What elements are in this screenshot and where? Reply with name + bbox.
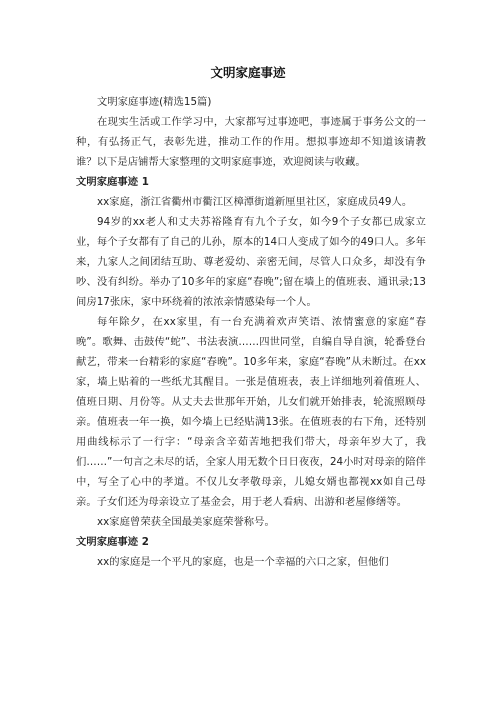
paragraph: 每年除夕，在xx家里，有一台充满着欢声笑语、浓情蜜意的家庭“春晚”。歌舞、击鼓传“蛇”、书法表演……四世同堂，自编自导自演，轮番登台献艺，带来一台精彩的家庭“春晚”。10多年来，家庭“春晚”从未断过。在xx家，墙上贴着的一些纸尤其醒目。一张是值班表，表上详细地列着值班人、值班日期、月份等。从丈夫去世那年开始，儿女们就开始排表，轮流照顾母亲。值班表一年一换，如今墙上已经贴满13张。在值班表的右下角，还特别用曲线标示了一行字：“母亲含辛茹苦地把我们带大，母亲年岁大了，我们……”一句言之未尽的话，全家人用无数个日日夜夜，24小时对母亲的陪伴中，写全了心中的孝道。不仅儿女孝敬母亲，儿媳女婿也都视xx如自己母亲。子女们还为母亲设立了基金会，用于老人看病、出游和老屋修缮等。 [76, 316, 426, 508]
section-heading-1: 文明家庭事迹 1 [76, 176, 149, 188]
paragraph: xx家庭曾荣获全国最美家庭荣誉称号。 [97, 516, 275, 528]
paragraph-subtitle: 文明家庭事迹(精选15篇) [97, 96, 212, 108]
section-heading-2: 文明家庭事迹 2 [76, 536, 149, 548]
document-title: 文明家庭事迹 [210, 65, 286, 80]
paragraph: 94岁的xx老人和丈夫苏裕隆育有九个子女，如今9个子女都已成家立业，每个子女都有了自己的儿孙，原本的14口人变成了如今的49口人。多年来，九家人之间团结互助、尊老爱幼、亲密无间，尽管人口众多，却没有争吵、没有纠纷。举办了10多年的家庭“春晚”;留在墙上的值班表、通讯录;13间房17张床，家中环绕着的浓浓亲情感染每一个人。 [76, 216, 426, 308]
paragraph: xx家庭，浙江省衢州市衢江区樟潭街道新厘里社区，家庭成员49人。 [97, 196, 413, 208]
document-body [76, 92, 426, 572]
paragraph: xx的家庭是一个平凡的家庭，也是一个幸福的六口之家，但他们 [97, 556, 389, 568]
paragraph-intro: 在现实生活或工作学习中，大家都写过事迹吧，事迹属于事务公文的一种，有弘扬正气，表彰先进，推动工作的作用。想拟事迹却不知道该请教谁？以下是店铺帮大家整理的文明家庭事迹，欢迎阅读与收藏。 [76, 116, 426, 168]
